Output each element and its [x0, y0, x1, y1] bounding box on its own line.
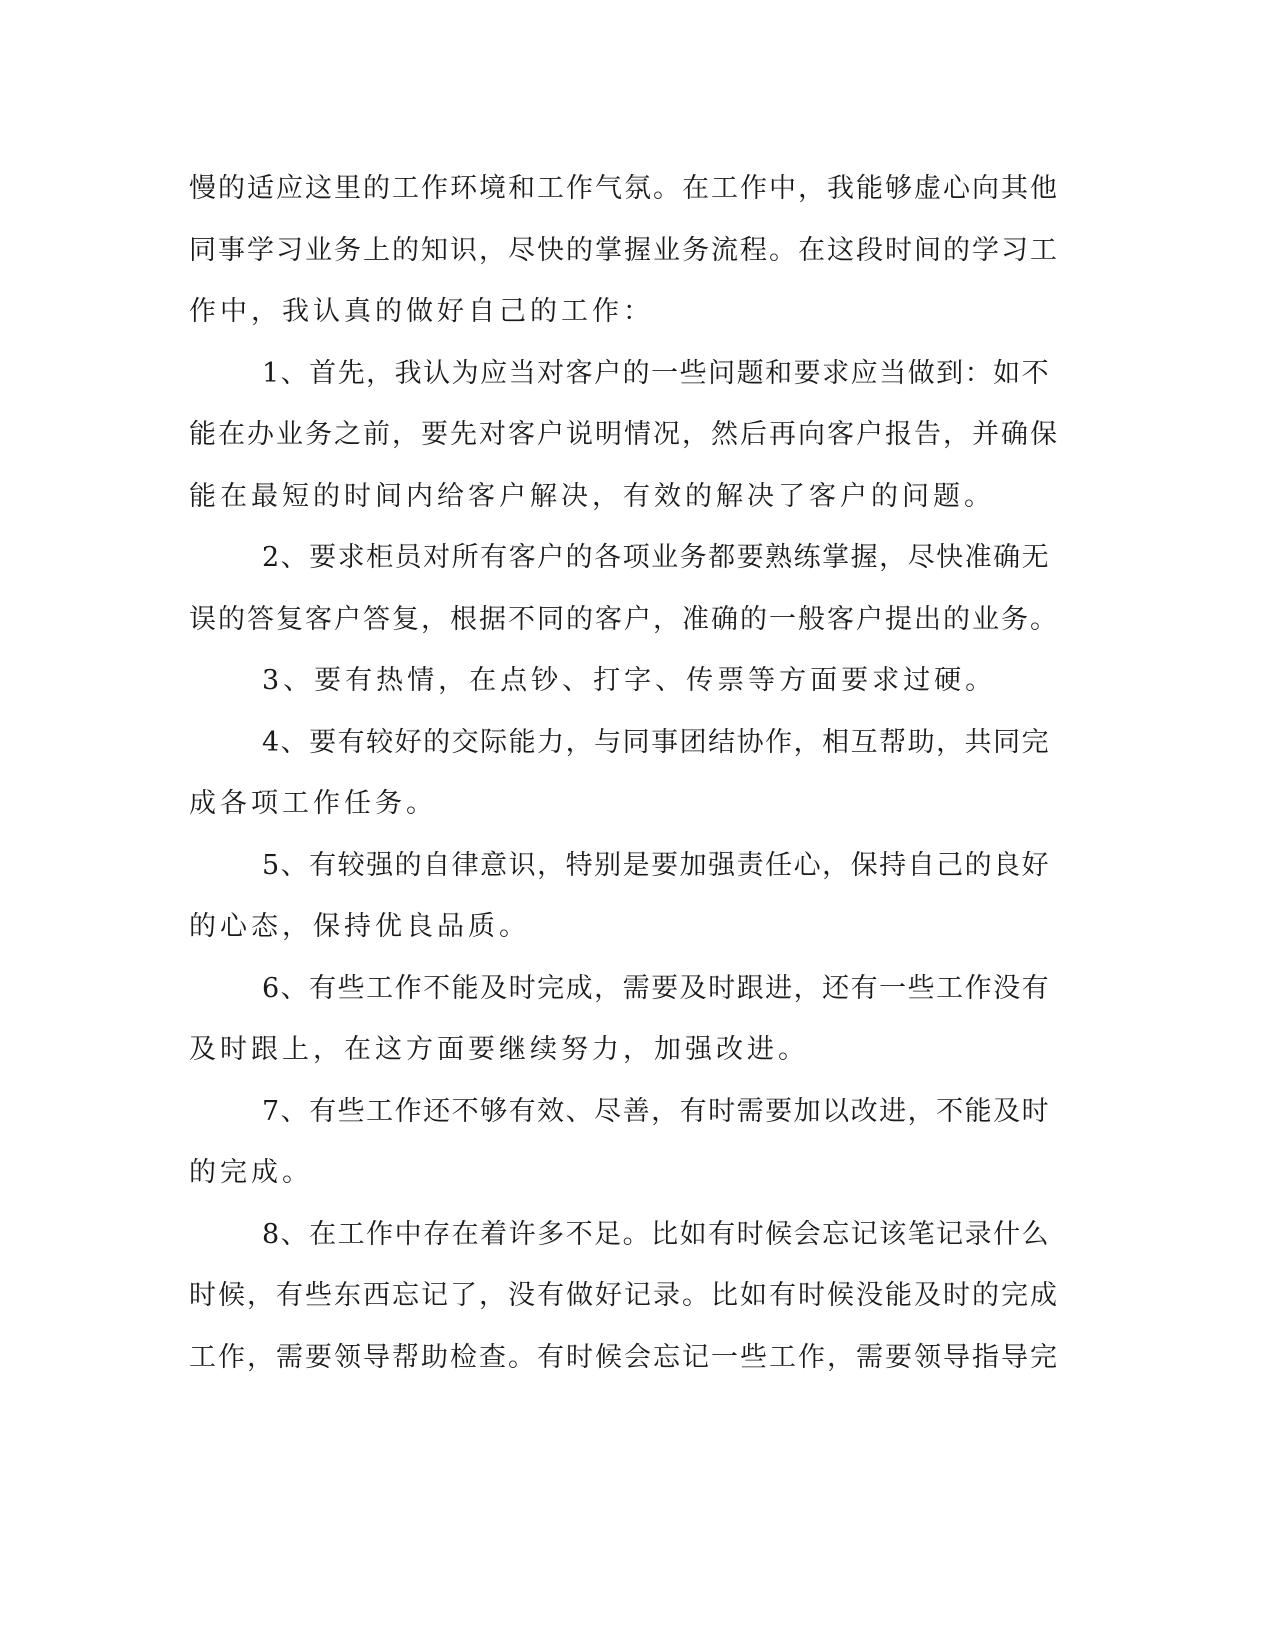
text-line: 时候，有些东西忘记了，没有做好记录。比如有时候没能及时的完成 [189, 1280, 1059, 1311]
text-line-item-8: 8、在工作中存在着许多不足。比如有时候会忘记该笔记录什么 [262, 1218, 1051, 1250]
text-line: 成各项工作任务。 [189, 788, 437, 819]
text-line-item-7: 7、有些工作还不够有效、尽善，有时需要加以改进，不能及时 [262, 1095, 1051, 1127]
body-text [189, 158, 1059, 1388]
text-line: 误的答复客户答复，根据不同的客户，准确的一般客户提出的业务。 [189, 603, 1059, 635]
text-line-item-5: 5、有较强的自律意识，特别是要加强责任心，保持自己的良好 [262, 849, 1051, 881]
text-line: 及时跟上，在这方面要继续努力，加强改进。 [189, 1034, 809, 1065]
text-line: 作中，我认真的做好自己的工作： [189, 296, 654, 327]
text-line: 能在办业务之前，要先对客户说明情况，然后再向客户报告，并确保 [189, 419, 1059, 450]
text-line-item-1: 1、首先，我认为应当对客户的一些问题和要求应当做到：如不 [262, 357, 1051, 389]
text-line: 工作，需要领导帮助检查。有时候会忘记一些工作，需要领导指导完 [189, 1341, 1059, 1373]
text-line: 慢的适应这里的工作环境和工作气氛。在工作中，我能够虚心向其他 [189, 173, 1059, 204]
text-line: 的心态，保持优良品质。 [189, 911, 530, 942]
text-line-item-4: 4、要有较好的交际能力，与同事团结协作，相互帮助，共同完 [262, 726, 1051, 758]
text-line: 的完成。 [189, 1157, 313, 1188]
text-line-item-6: 6、有些工作不能及时完成，需要及时跟进，还有一些工作没有 [262, 972, 1051, 1004]
text-line-item-2: 2、要求柜员对所有客户的各项业务都要熟练掌握，尽快准确无 [262, 542, 1051, 573]
text-line: 同事学习业务上的知识，尽快的掌握业务流程。在这段时间的学习工 [189, 234, 1059, 266]
text-line: 能在最短的时间内给客户解决，有效的解决了客户的问题。 [189, 480, 995, 512]
text-line-item-3: 3、要有热情，在点钞、打字、传票等方面要求过硬。 [262, 665, 997, 696]
